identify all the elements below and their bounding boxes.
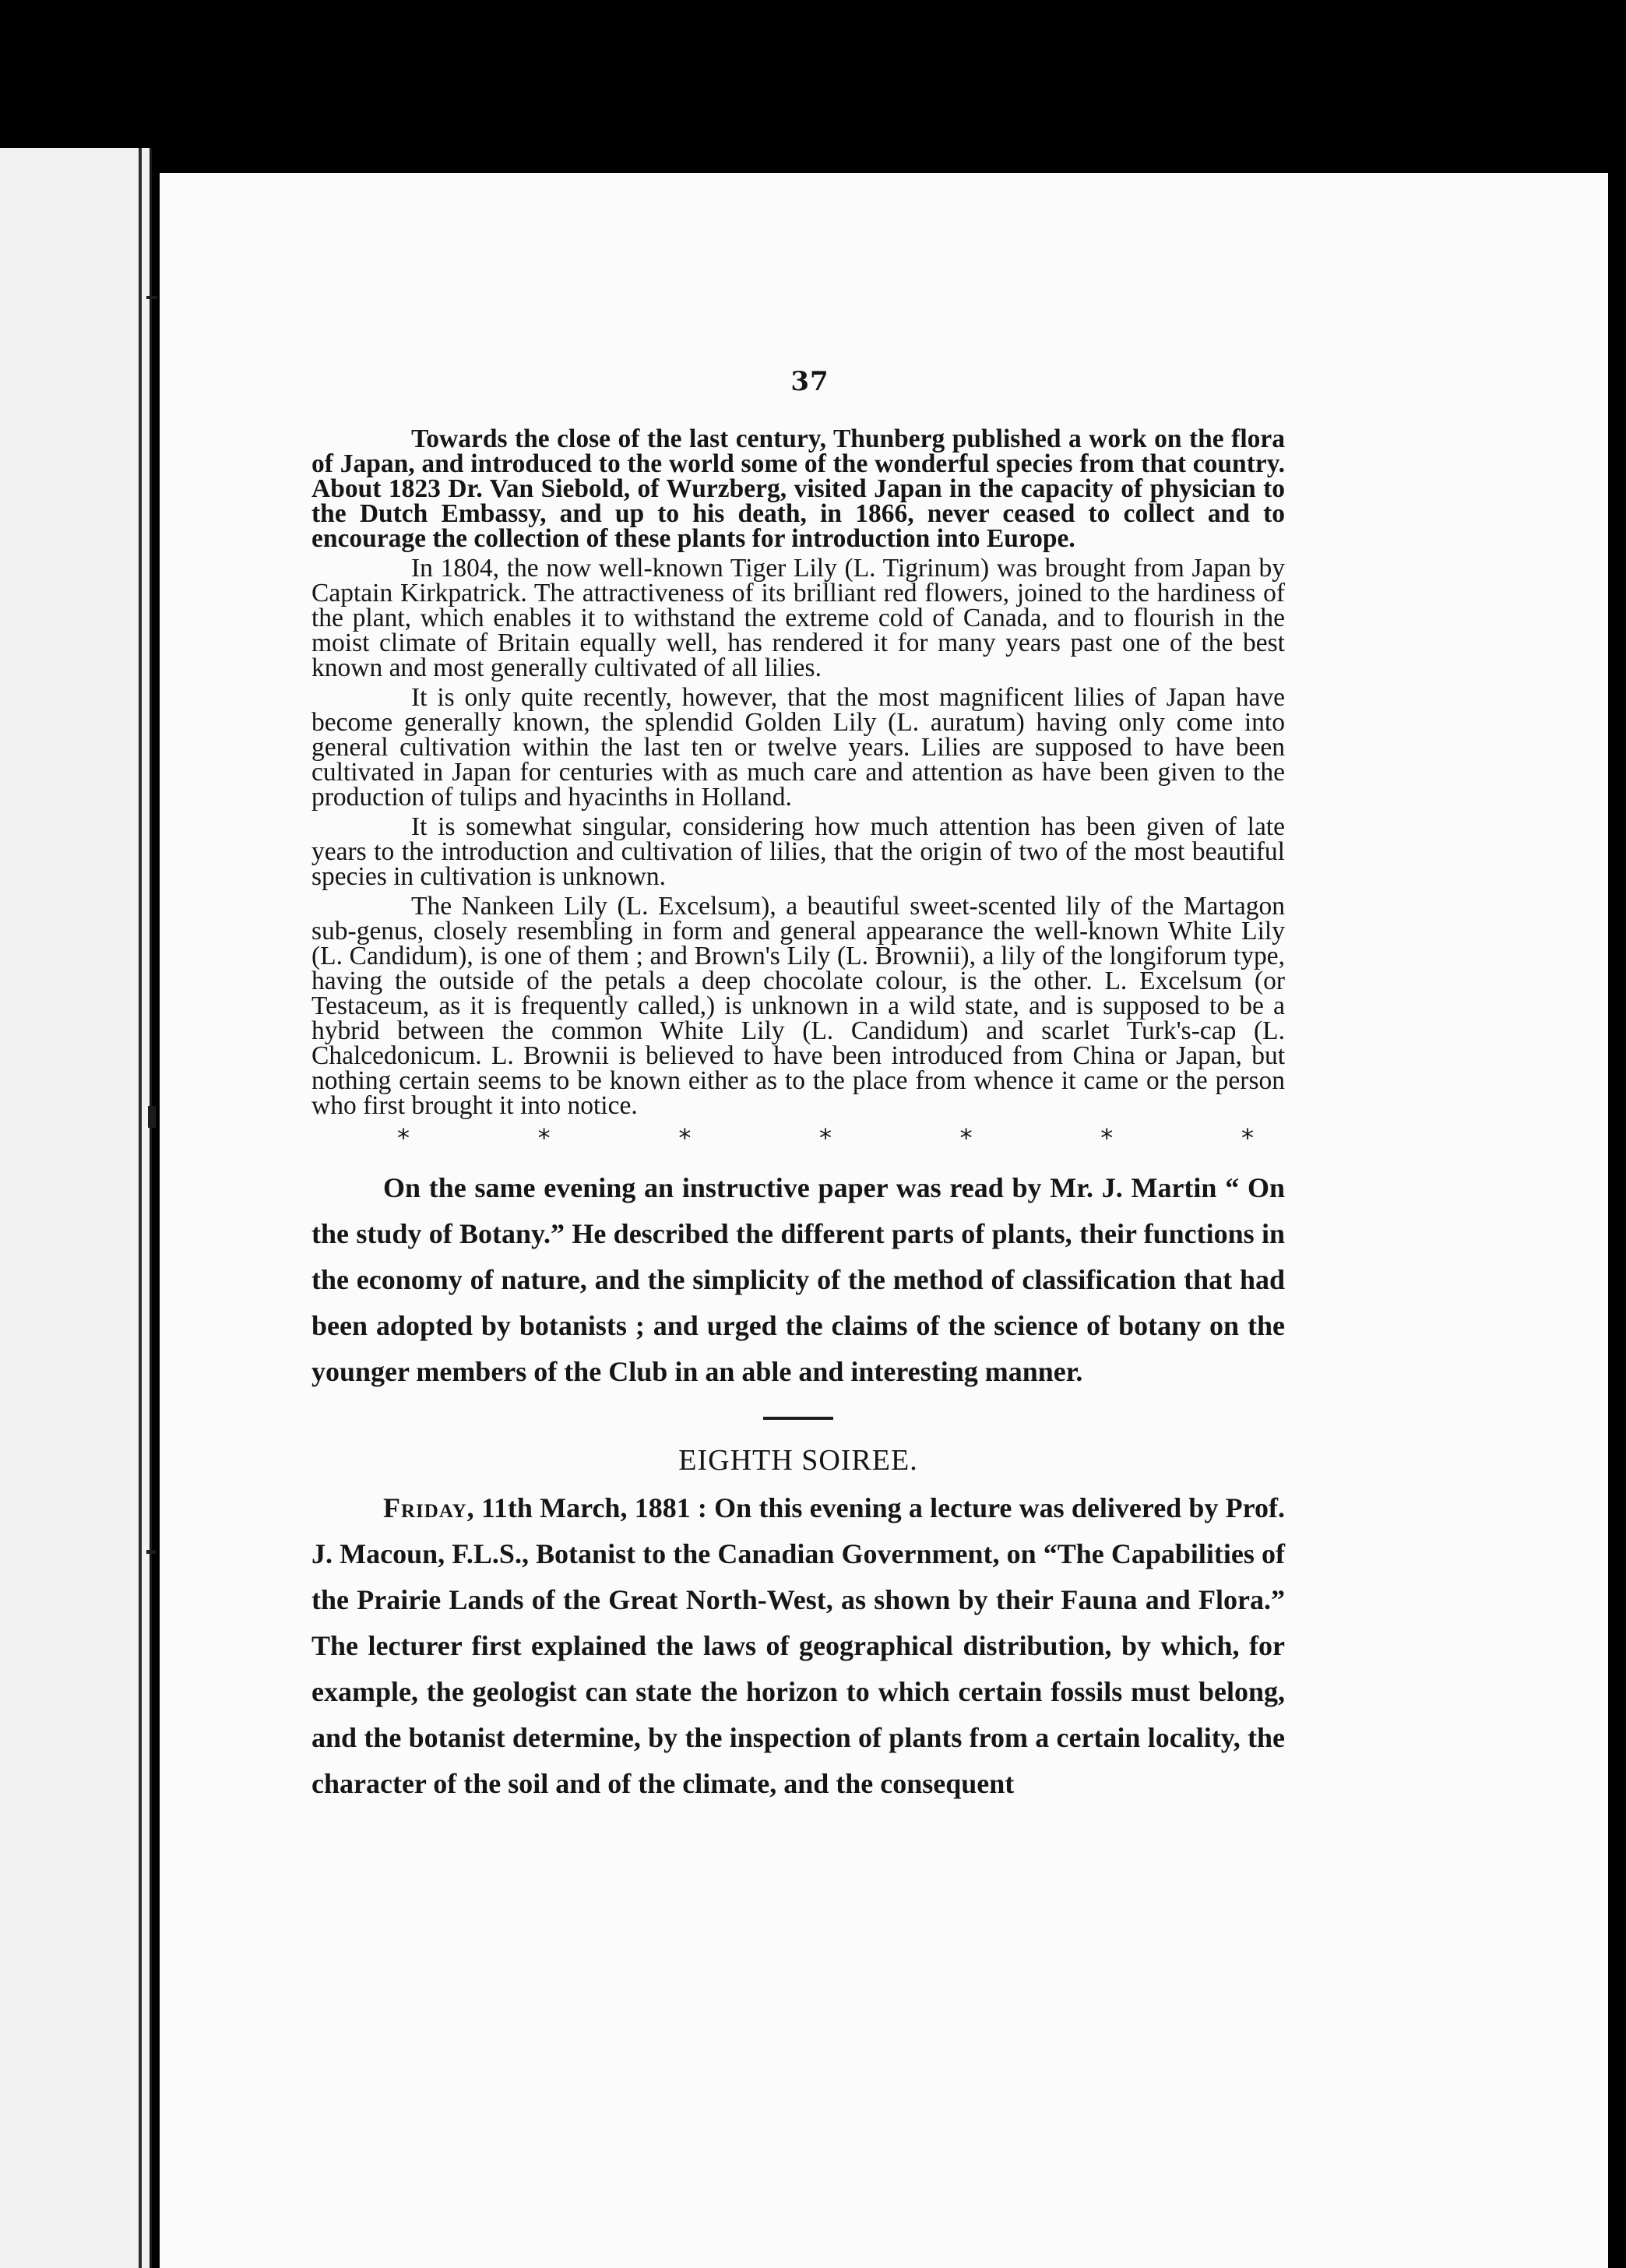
main-text <box>311 424 1285 1807</box>
paragraph-golden-lily: It is only quite recently, however, that the most magnificent lilies of Japan have become generally known, the splendid Golden Lily (L. auratum) having only come into general cultivation within the last ten or twelve years. Lilies are supposed to have been cultivated in Japan for centuries with as much care and attention as have been given to the production of tulips and hyacinths in Holland. <box>311 683 1285 812</box>
asterisk: * <box>1100 1123 1114 1153</box>
section-break <box>311 1123 1285 1154</box>
paragraph-singular: It is somewhat singular, considering how much attention has been given of late years to the introduction and cultivation of lilies, that the origin of two of the most beautiful species in cultivation is unknown. <box>311 812 1285 891</box>
margin-mark <box>148 1106 156 1128</box>
asterisk: * <box>678 1123 692 1153</box>
book-spine <box>139 148 142 2268</box>
asterisk: * <box>397 1123 410 1153</box>
paragraph-nankeen-lily: The Nankeen Lily (L. Excelsum), a beautiful sweet-scented lily of the Martagon sub-genus, closely resembling in form and general appearance the well-known White Lily (L. Candidum), is one of them ; and Brown's Lily (L. Brownii), a lily of the longiforum type, having the outside of the petals a deep chocolate colour, is the other. L. Excelsum (or Testaceum, as it is frequently called,) is unknown in a wild state, and is supposed to be a hybrid between the common White Lily (L. Candidum) and scarlet Turk's-cap (L. Chalcedonicum. L. Brownii is believed to have been introduced from China or Japan, but nothing certain seems to be known either as to the place from whence it came or the person who first brought it into notice. <box>311 892 1285 1120</box>
asterisk: * <box>818 1123 832 1153</box>
page-number: 37 <box>790 366 829 397</box>
paragraph-soiree <box>311 1485 1285 1807</box>
paragraph-thunberg: Towards the close of the last century, Thunberg published a work on the flora of Japan, and introduced to the world some of the wonderful species from that country. About 1823 Dr. Van Siebold, of Wurzberg, visited Japan in the capacity of physician to the Dutch Embassy, and up to his death, in 1866, never ceased to collect and to encourage the collection of these plants for introduction into Europe. <box>311 424 1285 553</box>
soiree-day: Friday <box>383 1492 467 1523</box>
asterisk: * <box>1241 1123 1254 1153</box>
margin-mark <box>146 1550 156 1554</box>
asterisk: * <box>959 1123 973 1153</box>
soiree-text: , 11th March, 1881 : On this evening a lecture was delivered by Prof. J. Macoun, F.L.S., Botanist to the Canadian Government, on “The Capabilities of the Prairie Lands of the Great North-West, as shown by their Fauna and Flora.” The lecturer first explained the laws of geographical distribution, by which, for example, the geologist can state the horizon to which certain fossils must belong, and the botanist determine, by the inspection of plants from a certain locality, the character of the soil and of the climate, and the consequent <box>311 1492 1285 1799</box>
section-heading: EIGHTH SOIREE. <box>678 1444 918 1477</box>
asterisk: * <box>537 1123 551 1153</box>
paragraph-martin: On the same evening an instructive paper was read by Mr. J. Martin “ On the study of Botany.” He described the different parts of plants, their functions in the economy of nature, and the simplicity of the method of classification that had been adopted by botanists ; and urged the claims of the science of botany on the younger members of the Club in an able and interesting manner. <box>311 1172 1285 1387</box>
section-rule <box>763 1417 833 1420</box>
margin-mark <box>146 296 157 299</box>
paragraph-tiger-lily: In 1804, the now well-known Tiger Lily (L. Tigrinum) was brought from Japan by Captain Kirkpatrick. The attractiveness of its brilliant red flowers, joined to the hardiness of the plant, which enables it to withstand the extreme cold of Canada, and to flourish in the moist climate of Britain equally well, has rendered it for many years past one of the best known and most generally cultivated of all lilies. <box>311 554 1285 682</box>
facing-page-edge <box>0 148 152 2268</box>
